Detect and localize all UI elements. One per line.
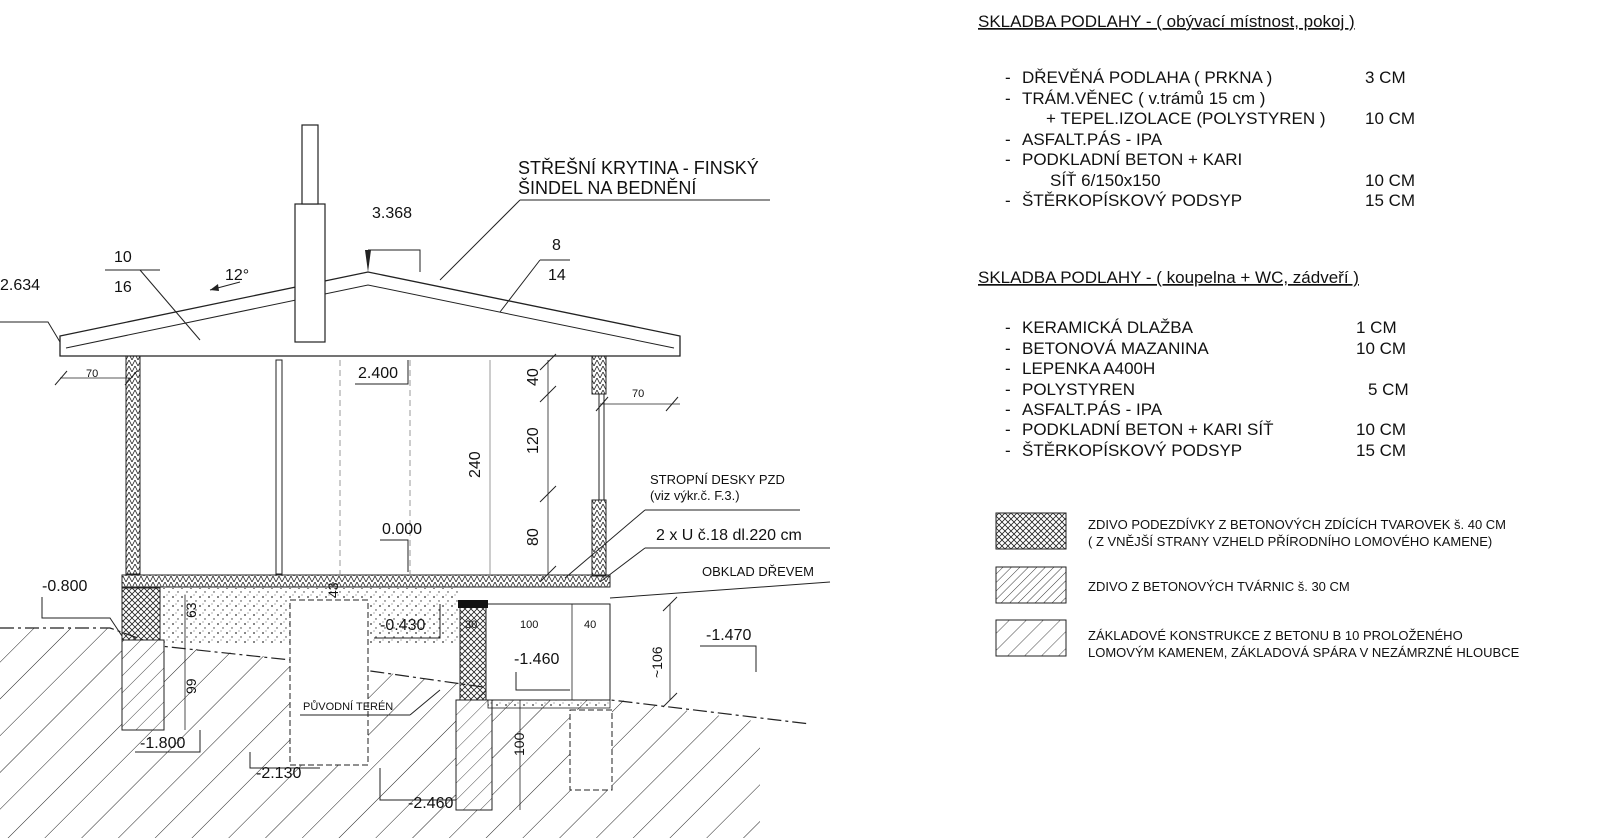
spec1-row [1005, 130, 1163, 149]
svg-text:ASFALT.PÁS - IPA: ASFALT.PÁS - IPA [1022, 130, 1163, 149]
svg-text:-: - [1005, 89, 1011, 108]
wall-right-bottom [592, 500, 606, 576]
dim-pier-100: 100 [511, 732, 527, 756]
level-step: -0.430 [380, 617, 426, 634]
spec2-row [1005, 359, 1155, 378]
chimney [295, 204, 325, 342]
svg-text:ŠTĚRKOPÍSKOVÝ PODSYP: ŠTĚRKOPÍSKOVÝ PODSYP [1022, 441, 1243, 460]
level-found-1: -1.800 [140, 735, 186, 752]
svg-text:10 CM: 10 CM [1365, 109, 1416, 128]
svg-text:15 CM: 15 CM [1365, 191, 1416, 210]
roof-note-line2: ŠINDEL NA BEDNĚNÍ [518, 178, 697, 198]
svg-text:5 CM: 5 CM [1368, 380, 1409, 399]
dim-sill: 80 [525, 528, 542, 546]
dim-overhang-left: 70 [86, 368, 99, 380]
dim-plinth-63: 63 [183, 602, 199, 618]
dim-overhang-right: 70 [632, 388, 645, 400]
level-terrain-right: -1.470 [706, 627, 752, 644]
plinth-wall [122, 588, 160, 640]
dim-window: 120 [525, 427, 542, 454]
legend-item [996, 513, 1506, 549]
dim-room-height: 240 [467, 451, 484, 478]
ceiling-note-line1: STROPNÍ DESKY PZD [650, 472, 785, 487]
svg-text:ASFALT.PÁS - IPA: ASFALT.PÁS - IPA [1022, 400, 1163, 419]
spec2-row [1005, 441, 1406, 460]
dim-cell-30: 30 [465, 619, 478, 631]
svg-text:-: - [1005, 420, 1011, 439]
floor-spec-bathroom [978, 268, 1409, 460]
wall-left [126, 352, 140, 574]
floor-spec-living [978, 12, 1415, 210]
footing-right [570, 710, 612, 790]
legend-swatch-cross-hatch [996, 513, 1066, 549]
svg-text:POLYSTYREN: POLYSTYREN [1022, 380, 1136, 399]
spec2-row [1005, 380, 1409, 399]
legend-swatch-dense-hatch [996, 567, 1066, 603]
level-eave: 2.634 [0, 277, 41, 294]
dim-wall-43: 43 [325, 582, 341, 598]
svg-text:-: - [1005, 400, 1011, 419]
dim-roof-d: 14 [548, 267, 566, 284]
svg-text:10 CM: 10 CM [1365, 171, 1416, 190]
svg-text:15 CM: 15 CM [1356, 441, 1407, 460]
spec1-row [1005, 150, 1242, 169]
level-found-3: -2.460 [408, 795, 454, 812]
svg-text:10 CM: 10 CM [1356, 339, 1407, 358]
level-bath-floor: -1.460 [514, 651, 560, 668]
spec1-row [1005, 191, 1415, 210]
ceiling-note-line2: (viz výkr.č. F.3.) [650, 488, 740, 503]
legend-item [996, 567, 1350, 603]
dim-depth-106: ~106 [649, 646, 665, 678]
svg-text:PODKLADNÍ BETON + KARI SÍŤ: PODKLADNÍ BETON + KARI SÍŤ [1022, 420, 1274, 439]
dim-roof-c: 8 [552, 237, 561, 254]
svg-text:LOMOVÝM KAMENEM, ZÁKLADOVÁ SPÁ: LOMOVÝM KAMENEM, ZÁKLADOVÁ SPÁRA V NEZÁMRZNÉ HLOUBCE [1088, 645, 1520, 660]
cladding-note: OBKLAD DŘEVEM [702, 564, 814, 579]
dim-roof-a: 10 [114, 249, 132, 266]
svg-text:KERAMICKÁ DLAŽBA: KERAMICKÁ DLAŽBA [1022, 318, 1193, 337]
svg-text:ZDIVO Z BETONOVÝCH TVÁRNIC š.: ZDIVO Z BETONOVÝCH TVÁRNIC š. 30 CM [1088, 579, 1350, 594]
svg-text:DŘEVĚNÁ PODLAHA ( PRKNA ): DŘEVĚNÁ PODLAHA ( PRKNA ) [1022, 68, 1273, 87]
spec2-row [1005, 420, 1406, 439]
spec1-heading: SKLADBA PODLAHY - ( obývací místnost, pokoj ) [978, 12, 1355, 31]
svg-text:( Z VNĚJŠÍ STRANY VZHELD PŘÍRO: ( Z VNĚJŠÍ STRANY VZHELD PŘÍRODNÍHO LOMOVÉHO KAMENE) [1088, 534, 1493, 549]
level-found-2: -2.130 [256, 765, 302, 782]
roof-pitch: 12° [225, 267, 250, 284]
legend [996, 513, 1520, 660]
svg-text:SÍŤ 6/150x150: SÍŤ 6/150x150 [1050, 171, 1161, 190]
spec1-row [1005, 68, 1406, 87]
svg-text:-: - [1005, 359, 1011, 378]
wall-right-top [592, 352, 606, 394]
svg-text:-: - [1005, 191, 1011, 210]
floor-slab [122, 575, 610, 587]
legend-swatch-sparse-hatch [996, 620, 1066, 656]
svg-text:ŠTĚRKOPÍSKOVÝ PODSYP: ŠTĚRKOPÍSKOVÝ PODSYP [1022, 191, 1243, 210]
svg-text:1 CM: 1 CM [1356, 318, 1397, 337]
svg-text:BETONOVÁ MAZANINA: BETONOVÁ MAZANINA [1022, 339, 1209, 358]
svg-text:-: - [1005, 380, 1011, 399]
svg-text:3 CM: 3 CM [1365, 68, 1406, 87]
svg-text:ZDIVO PODEZDÍVKY Z BETONOVÝCH: ZDIVO PODEZDÍVKY Z BETONOVÝCH ZDÍCÍCH TVAROVEK š. 40 CM [1088, 517, 1506, 532]
terrain-label: PŮVODNÍ TERÉN [303, 701, 394, 713]
dim-top: 40 [525, 368, 542, 386]
svg-text:-: - [1005, 339, 1011, 358]
spec2-row [1005, 339, 1406, 358]
level-ridge: 3.368 [372, 205, 413, 222]
level-floor: 0.000 [382, 521, 423, 538]
spec2-heading: SKLADBA PODLAHY - ( koupelna + WC, zádveří ) [978, 268, 1359, 287]
svg-text:-: - [1005, 150, 1011, 169]
building-section [0, 125, 830, 838]
svg-text:PODKLADNÍ BETON + KARI: PODKLADNÍ BETON + KARI [1022, 150, 1243, 169]
svg-text:+ TEPEL.IZOLACE (POLYSTYREN ): + TEPEL.IZOLACE (POLYSTYREN ) [1046, 109, 1326, 128]
level-ceiling: 2.400 [358, 365, 399, 382]
svg-text:-: - [1005, 441, 1011, 460]
svg-text:TRÁM.VĚNEC ( v.trámů 15 cm ): TRÁM.VĚNEC ( v.trámů 15 cm ) [1022, 89, 1266, 108]
spec1-row [1046, 109, 1415, 128]
spec2-row [1005, 318, 1397, 337]
svg-text:-: - [1005, 318, 1011, 337]
ground-hatch [0, 628, 760, 838]
svg-text:LEPENKA A400H: LEPENKA A400H [1022, 359, 1156, 378]
svg-text:-: - [1005, 130, 1011, 149]
spec2-row [1005, 400, 1163, 419]
spec1-row [1050, 171, 1415, 190]
dim-roof-b: 16 [114, 279, 132, 296]
dim-base-99: 99 [183, 678, 199, 694]
roof-note-line1: STŘEŠNÍ KRYTINA - FINSKÝ [518, 158, 759, 178]
svg-text:-: - [1005, 68, 1011, 87]
spec1-row [1005, 89, 1265, 108]
beam-note: 2 x U č.18 dl.220 cm [656, 527, 802, 544]
level-terrain-left: -0.800 [42, 578, 88, 595]
footing-middle [290, 600, 368, 765]
dim-cell-40: 40 [584, 619, 597, 631]
legend-item [996, 620, 1520, 660]
svg-text:10 CM: 10 CM [1356, 420, 1407, 439]
interior-door [276, 360, 282, 574]
dim-cell-100: 100 [520, 619, 539, 631]
svg-text:ZÁKLADOVÉ KONSTRUKCE Z BETONU: ZÁKLADOVÉ KONSTRUKCE Z BETONU B 10 PROLOŽENÉHO [1088, 628, 1463, 643]
